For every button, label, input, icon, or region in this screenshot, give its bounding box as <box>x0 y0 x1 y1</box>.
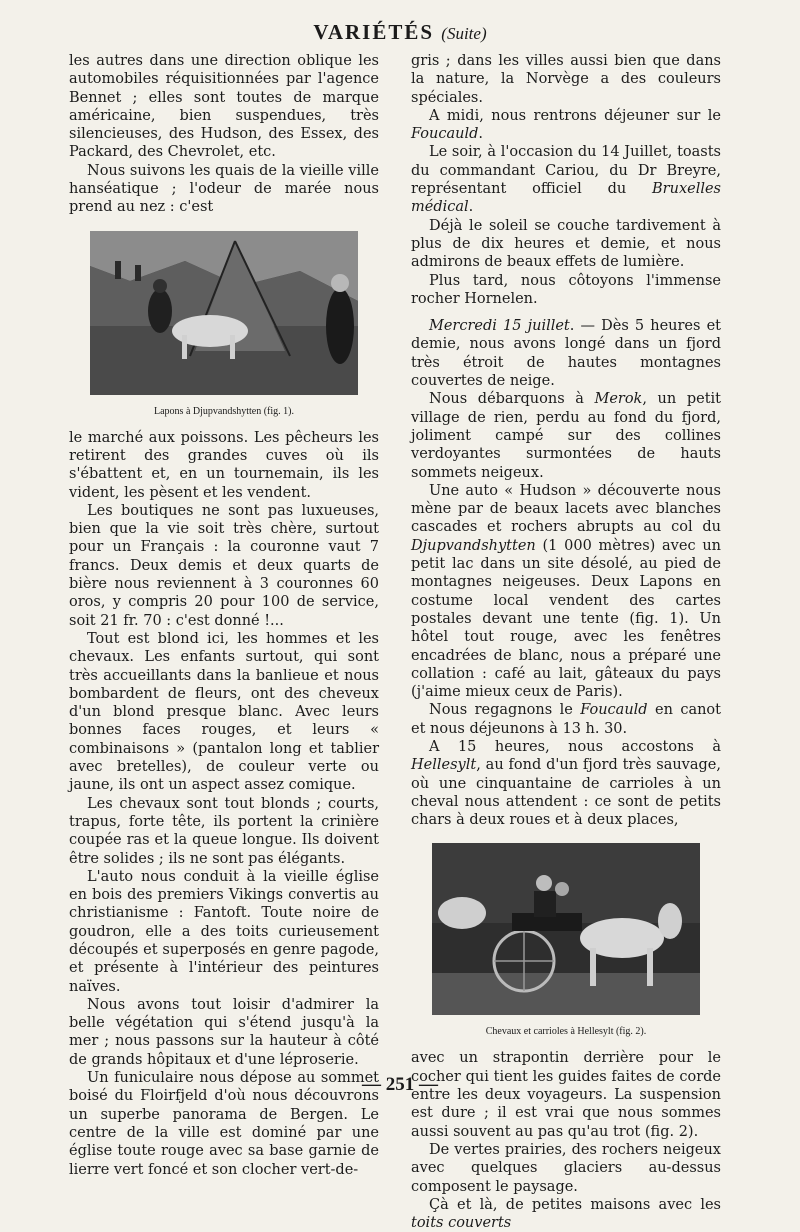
paragraph: Nous regagnons le Foucauld en canot et nous déjeunons à 13 h. 30. <box>411 702 721 737</box>
right-column <box>411 52 721 1232</box>
paragraph: L'auto nous conduit à la vieille église en bois des premiers Vikings convertis au christianisme : Fantoft. Toute noire de goudron, elle a des toits curieusement découpés et superposés en genre pagode, et présente à l'intérieur des peintures naïves. <box>69 868 379 995</box>
paragraph: Nous débarquons à Merok, un petit village de rien, perdu au fond du fjord, joliment campé sur des collines verdoyantes surmontées de hauts sommets neigeux. <box>411 391 721 481</box>
paragraph: Tout est blond ici, les hommes et les chevaux. Les enfants surtout, qui sont très accueillants dans la banlieue et nous bombardent de fleurs, ont des cheveux d'un blond presque blanc. Avec leurs bonnes faces rouges, et leurs « combinaisons » (pantalon long et tablier avec bretelles), de couleur verte ou jaune, ils ont un aspect assez comique. <box>69 630 379 794</box>
paragraph: Mercredi 15 juillet. — Dès 5 heures et demie, nous avons longé dans un fjord très étroit de hautes montagnes couvertes de neige. <box>411 318 721 390</box>
paragraph: Nous suivons les quais de la vieille ville hanséatique ; l'odeur de marée nous prend au nez : c'est <box>69 162 379 216</box>
paragraph: Les chevaux sont tout blonds ; courts, trapus, forte tête, ils portent la crinière coupée ras et la queue longue. Ils doivent être solides ; ils ne sont pas élégants. <box>69 795 379 867</box>
paragraph: A 15 heures, nous accostons à Hellesylt, au fond d'un fjord très sauvage, où une cinquantaine de carrioles à un cheval nous attendent : ce sont de petits chars à deux roues et à deux places, <box>411 738 721 829</box>
paragraph: A midi, nous rentrons déjeuner sur le Foucauld. <box>411 107 721 143</box>
paragraph: Çà et là, de petites maisons avec les toits couverts <box>411 1196 721 1232</box>
paragraph: Plus tard, nous côtoyons l'immense rocher Hornelen. <box>411 272 721 307</box>
paragraph: De vertes prairies, des rochers neigeux avec quelques glaciers au-dessus composent le paysage. <box>411 1141 721 1195</box>
photo-lapps-tent <box>90 231 358 395</box>
paragraph: avec un strapontin derrière pour le cocher qui tient les guides faites de corde entre les deux voyageurs. La suspension est dure ; il est vrai que nous sommes aussi souvent au pas qu'au trot (fig. 2). <box>411 1050 721 1140</box>
page-header <box>0 20 800 45</box>
figure-lapps <box>69 231 379 419</box>
paragraph: Nous avons tout loisir d'admirer la belle végétation qui s'étend jusqu'à la mer ; nous passons sur la hauteur à côté de grands hôpitaux et d'une léproserie. <box>69 996 379 1068</box>
paragraph: Déjà le soleil se couche tardivement à plus de dix heures et demie, et nous admirons de beaux effets de lumière. <box>411 217 721 271</box>
header-title: VARIÉTÉS <box>313 20 435 44</box>
paragraph: les autres dans une direction oblique les automobiles réquisitionnées par l'agence Bennet ; elles sont toutes de marque américaine, bien suspendues, très silencieuses, des Hudson, des Essex, des Packard, des Chevrolet, etc. <box>69 53 379 161</box>
page-number: — 251 — <box>362 1074 438 1095</box>
paragraph: Une auto « Hudson » découverte nous mène par de beaux lacets avec blanches cascades et rochers abrupts au col du Djupvandshytten (1 000 mètres) avec un petit lac dans un site désolé, au pied de montagnes neigeuses. Deux Lapons en costume local vendent des cartes postales devant une tente (fig. 1). Un hôtel tout rouge, avec les fenêtres encadrées de blanc, nous a préparé une collation : café au lait, gâteaux du pays (j'aime mieux ceux de Paris). <box>411 482 721 701</box>
paragraph: Un funiculaire nous dépose au sommet boisé du Floirfjeld d'où nous découvrons un superbe panorama de Bergen. Le centre de la ville est dominé par une église toute rouge avec sa base garnie de lierre vert foncé et son clocher vert-de- <box>69 1070 379 1178</box>
header-subtitle: (Suite) <box>441 24 487 43</box>
left-column <box>69 52 379 1179</box>
figure-caption: Lapons à Djupvandshytten (fig. 1). <box>154 405 294 417</box>
paragraph: Le soir, à l'occasion du 14 Juillet, toasts du commandant Cariou, du Dr Breyre, représentant officiel du Bruxelles médical. <box>411 144 721 216</box>
figure-carriages <box>411 843 721 1039</box>
paragraph: Les boutiques ne sont pas luxueuses, bien que la vie soit très chère, surtout pour un Français : la couronne vaut 7 francs. Deux demis et deux quarts de bière nous reviennent à 3 couronnes 60 oros, y compris 20 pour 100 de service, soit 21 fr. 70 : c'est donné !... <box>69 502 379 629</box>
figure-caption: Chevaux et carrioles à Hellesylt (fig. 2). <box>485 1026 647 1038</box>
paragraph: gris ; dans les villes aussi bien que dans la nature, la Norvège a des couleurs spéciales. <box>411 53 721 106</box>
paragraph: le marché aux poissons. Les pêcheurs les retirent des grandes cuves où ils s'ébattent et, en un tournemain, ils les vident, les pèsent et les vendent. <box>69 429 379 501</box>
photo-horses-carriages <box>432 843 700 1015</box>
